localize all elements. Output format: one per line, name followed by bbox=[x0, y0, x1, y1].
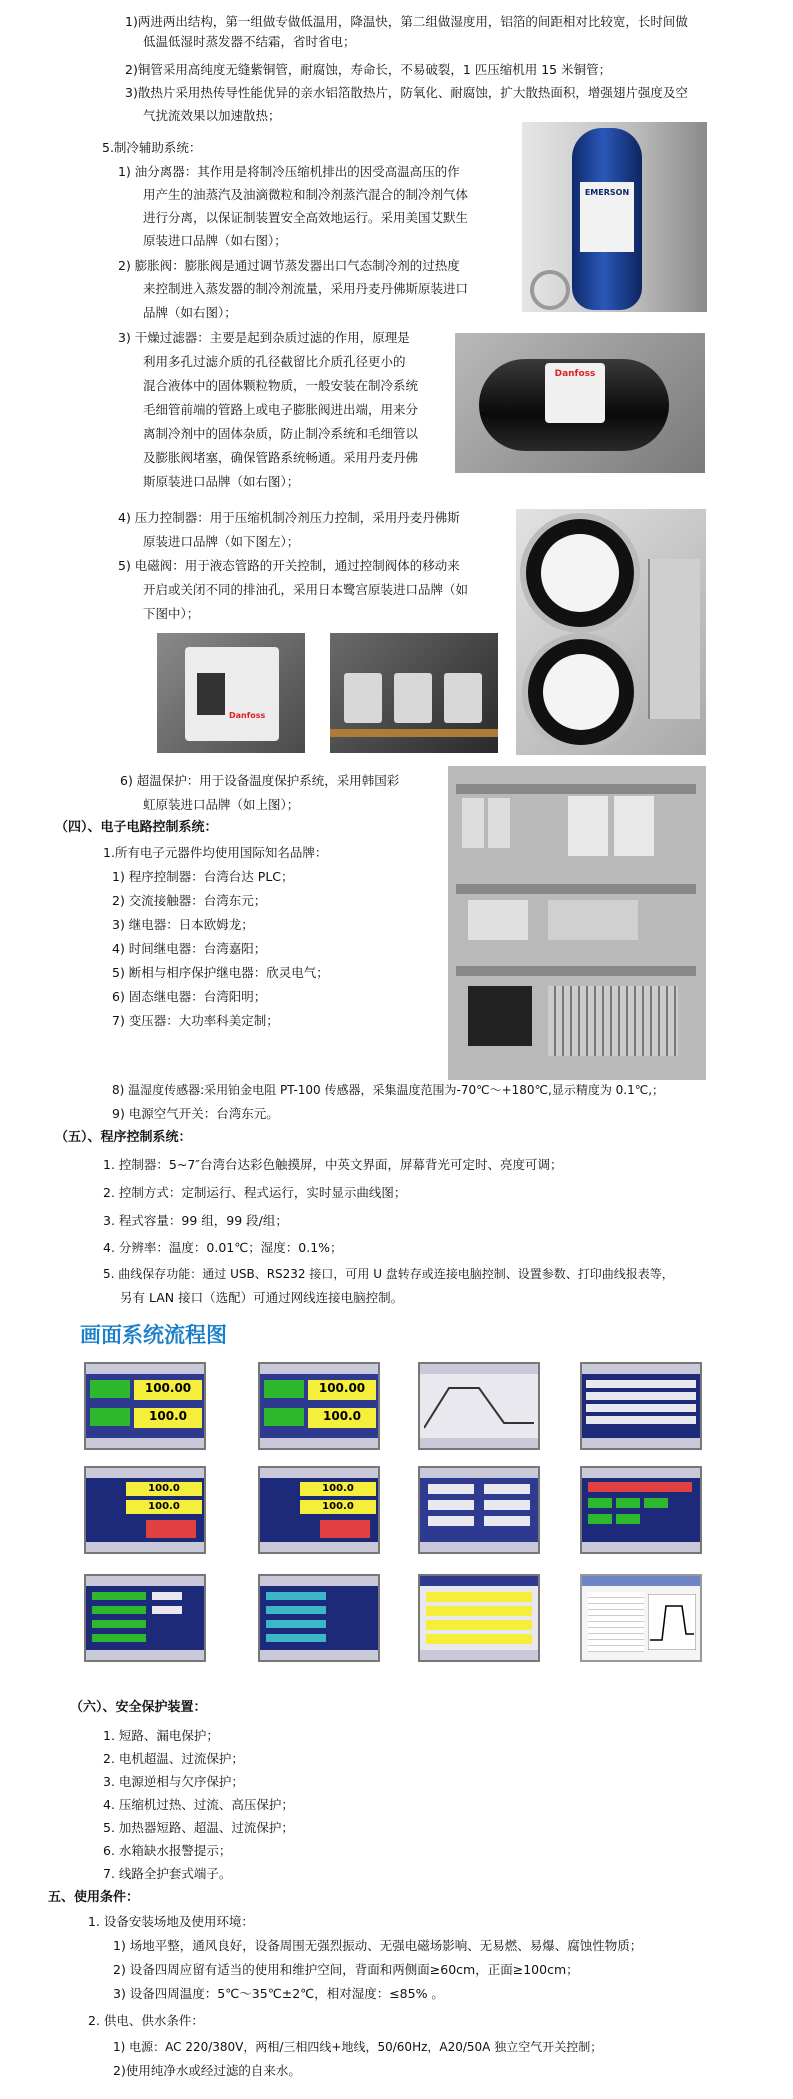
filter-drier-label bbox=[545, 363, 605, 423]
upper-dial bbox=[520, 513, 640, 633]
refrig-item-5b: 开启或关闭不同的排油孔，采用日本鹭宫原装进口品牌（如 bbox=[143, 582, 469, 597]
program-item-3: 3. 程式容量：99 组，99 段/组； bbox=[103, 1213, 288, 1228]
program-item-1: 1. 控制器：5~7″台湾台达彩色触摸屏，中英文界面，屏幕背光可定时、亮度可调； bbox=[103, 1157, 563, 1172]
program-heading: （五）、程序控制系统： bbox=[55, 1130, 192, 1145]
safety-item-2: 2. 电机超温、过流保护； bbox=[103, 1751, 244, 1766]
wiring-terminals bbox=[548, 986, 678, 1056]
solenoid-valve-photo bbox=[330, 633, 498, 753]
screen-6-hum-value: 100.0 bbox=[300, 1500, 376, 1514]
program-item-5a: 5. 曲线保存功能：通过 USB、RS232 接口，可用 U 盘转存或连接电脑控制、设置参数、打印曲线报表等， bbox=[103, 1267, 674, 1281]
program-item-5b: 另有 LAN 接口（选配）可通过网线连接电脑控制。 bbox=[120, 1290, 404, 1305]
condenser-item-1b: 低温低湿时蒸发器不结霜，省时省电； bbox=[143, 34, 356, 49]
refrig-item-1a: 1) 油分离器：其作用是将制冷压缩机排出的因受高温高压的作 bbox=[118, 164, 460, 179]
safety-item-6: 6. 水箱缺水报警提示； bbox=[103, 1843, 232, 1858]
usage-env-item-1: 1) 场地平整，通风良好，设备周围无强烈振动、无强电磁场影响、无易燃、易爆、腐蚀性物质； bbox=[113, 1938, 643, 1953]
refrig-item-3e: 离制冷剂中的固体杂质，防止制冷系统和毛细管以 bbox=[143, 426, 419, 441]
refrig-item-3g: 斯原装进口品牌（如右图）； bbox=[143, 474, 300, 489]
screen-thumb-9-param bbox=[84, 1574, 206, 1662]
program-item-2: 2. 控制方式：定制运行、程式运行，实时显示曲线图； bbox=[103, 1185, 407, 1200]
refrig-item-1b: 用产生的油蒸汽及油滴微粒和制冷剂蒸汽混合的制冷剂气体 bbox=[143, 187, 469, 202]
usage-env-item-3: 3) 设备四周温度：5℃～35℃±2℃，相对湿度：≤85% 。 bbox=[113, 1986, 444, 2001]
screen-thumb-5 bbox=[84, 1466, 206, 1554]
breaker-1 bbox=[462, 798, 484, 848]
filter-drier-photo bbox=[455, 333, 705, 473]
danfoss-logo-text: Danfoss bbox=[554, 369, 596, 379]
usage-power-item-2: 2)使用纯净水或经过滤的自来水。 bbox=[113, 2063, 301, 2078]
relay-block bbox=[468, 900, 528, 940]
condenser-item-2: 2)铜管采用高纯度无缝紫铜管，耐腐蚀，寿命长，不易破裂，1 匹压缩机用 15 米铜管； bbox=[125, 62, 612, 77]
terminal-block bbox=[548, 900, 638, 940]
upper-dial-face bbox=[541, 534, 619, 612]
refrig-item-3b: 利用多孔过滤介质的孔径截留比介质孔径更小的 bbox=[143, 354, 406, 369]
safety-item-4: 4. 压缩机过热、过流、高压保护； bbox=[103, 1797, 294, 1812]
electric-item-2: 2) 交流接触器：台湾东元； bbox=[112, 893, 267, 908]
screen-thumb-12-pc-software bbox=[580, 1574, 702, 1662]
solenoid-valve-2 bbox=[394, 673, 432, 723]
electric-item-5: 5) 断相与相序保护继电器：欣灵电气； bbox=[112, 965, 329, 980]
contactor-2 bbox=[614, 796, 654, 856]
oil-separator-label bbox=[580, 182, 634, 252]
refrig-item-3d: 毛细管前端的管路上或电子膨胀阀进出端，用来分 bbox=[143, 402, 419, 417]
solenoid-valve-1 bbox=[344, 673, 382, 723]
refrig-item-4b: 原装进口品牌（如下图左）； bbox=[143, 534, 300, 549]
breaker-2 bbox=[488, 798, 510, 848]
usage-heading: 五、使用条件： bbox=[48, 1890, 140, 1905]
screen-1-hum-value: 100.0 bbox=[134, 1408, 202, 1428]
screen-thumb-11-pattern-table bbox=[418, 1574, 540, 1662]
electric-heading: （四）、电子电路控制系统： bbox=[55, 820, 218, 835]
screen-2-temp-value: 100.00 bbox=[308, 1380, 376, 1400]
din-rail-1 bbox=[456, 784, 696, 794]
pc-curve-graph-icon bbox=[648, 1594, 696, 1650]
screen-thumb-4-table bbox=[580, 1362, 702, 1450]
usage-power-title: 2. 供电、供水条件： bbox=[88, 2013, 204, 2028]
screen-1-temp-value: 100.00 bbox=[134, 1380, 202, 1400]
refrig-title: 5.制冷辅助系统： bbox=[102, 140, 202, 155]
electric-item-6: 6) 固态继电器：台湾阳明； bbox=[112, 989, 267, 1004]
condenser-item-3b: 气扰流效果以加速散热； bbox=[143, 108, 281, 123]
emerson-logo-text: EMERSON bbox=[584, 188, 630, 197]
usage-power-item-1: 1) 电源：AC 220/380V，两相/三相四线+地线，50/60Hz，A20/50A 独立空气开关控制； bbox=[113, 2040, 603, 2054]
oil-separator-photo bbox=[522, 122, 707, 312]
electric-item-7: 7) 变压器：大功率科美定制； bbox=[112, 1013, 279, 1028]
refrig-item-6a: 6) 超温保护：用于设备温度保护系统，采用韩国彩 bbox=[120, 773, 400, 788]
refrig-item-1c: 进行分离，以保证制装置安全高效地运行。采用美国艾默生 bbox=[143, 210, 469, 225]
refrig-item-4a: 4) 压力控制器：用于压缩机制冷剂压力控制，采用丹麦丹佛斯 bbox=[118, 510, 460, 525]
flow-chart-title: 画面系统流程图 bbox=[80, 1323, 227, 1347]
lower-dial-face bbox=[543, 654, 619, 730]
refrig-item-5a: 5) 电磁阀：用于液态管路的开关控制，通过控制阀体的移动来 bbox=[118, 558, 460, 573]
screen-thumb-7-menu bbox=[418, 1466, 540, 1554]
electric-item-9: 9) 电源空气开关：台湾东元。 bbox=[112, 1106, 279, 1121]
screen-thumb-3-curve bbox=[418, 1362, 540, 1450]
electric-intro: 1.所有电子元器件均使用国际知名品牌： bbox=[103, 845, 328, 860]
temperature-controller-photo bbox=[516, 509, 706, 755]
curve-graph-icon bbox=[424, 1378, 534, 1436]
screen-thumb-1 bbox=[84, 1362, 206, 1450]
contactor-1 bbox=[568, 796, 608, 856]
refrig-item-6b: 虹原装进口品牌（如上图）； bbox=[143, 797, 300, 812]
refrig-item-2b: 来控制进入蒸发器的制冷剂流量，采用丹麦丹佛斯原装进口 bbox=[143, 281, 469, 296]
transformer bbox=[468, 986, 532, 1046]
refrig-item-2c: 品牌（如右图）； bbox=[143, 305, 237, 320]
electric-item-1: 1) 程序控制器：台湾台达 PLC； bbox=[112, 869, 294, 884]
lower-dial bbox=[522, 633, 640, 751]
condenser-item-3a: 3)散热片采用热传导性能优异的亲水铝箔散热片，防氧化、耐腐蚀，扩大散热面积，增强翅片强度及空 bbox=[125, 85, 688, 100]
oil-separator-fitting bbox=[530, 270, 570, 310]
screen-thumb-6 bbox=[258, 1466, 380, 1554]
electric-item-4: 4) 时间继电器：台湾嘉阳； bbox=[112, 941, 267, 956]
pressure-controller-photo bbox=[157, 633, 305, 753]
refrig-item-3f: 及膨胀阀堵塞，确保管路系统畅通。采用丹麦丹佛 bbox=[143, 450, 419, 465]
condenser-item-1a: 1)两进两出结构，第一组做专做低温用，降温快，第二组做湿度用，铝箔的间距相对比较宽，长时间做 bbox=[125, 14, 688, 29]
electric-item-8: 8) 温湿度传感器:采用铂金电阻 PT-100 传感器，采集温度范围为-70℃～+180℃,显示精度为 0.1℃,； bbox=[112, 1083, 665, 1097]
screen-thumb-8-pattern bbox=[580, 1466, 702, 1554]
refrig-item-5c: 下图中）； bbox=[143, 606, 200, 621]
electrical-cabinet-photo bbox=[448, 766, 706, 1080]
screen-2-hum-value: 100.0 bbox=[308, 1408, 376, 1428]
copper-pipe bbox=[330, 729, 498, 737]
usage-env-item-2: 2) 设备四周应留有适当的使用和维护空间，背面和两侧面≥60cm，正面≥100cm； bbox=[113, 1962, 579, 1977]
usage-env-title: 1. 设备安装场地及使用环境： bbox=[88, 1914, 254, 1929]
refrig-item-2a: 2) 膨胀阀：膨胀阀是通过调节蒸发器出口气态制冷剂的过热度 bbox=[118, 258, 460, 273]
pressure-controller-body bbox=[185, 647, 279, 741]
din-rail-3 bbox=[456, 966, 696, 976]
screen-thumb-2 bbox=[258, 1362, 380, 1450]
screen-thumb-10-fix bbox=[258, 1574, 380, 1662]
safety-item-5: 5. 加热器短路、超温、过流保护； bbox=[103, 1820, 294, 1835]
safety-item-3: 3. 电源逆相与欠序保护； bbox=[103, 1774, 244, 1789]
safety-item-1: 1. 短路、漏电保护； bbox=[103, 1728, 219, 1743]
electric-item-3: 3) 继电器：日本欧姆龙； bbox=[112, 917, 254, 932]
controller-bracket bbox=[648, 559, 700, 719]
pressure-controller-brand: Danfoss bbox=[229, 711, 266, 720]
pressure-controller-window bbox=[197, 673, 225, 715]
safety-heading: （六）、安全保护装置： bbox=[70, 1700, 207, 1715]
safety-item-7: 7. 线路全护套式端子。 bbox=[103, 1866, 232, 1881]
screen-5-temp-value: 100.0 bbox=[126, 1482, 202, 1496]
din-rail-2 bbox=[456, 884, 696, 894]
screen-5-hum-value: 100.0 bbox=[126, 1500, 202, 1514]
solenoid-valve-3 bbox=[444, 673, 482, 723]
program-item-4: 4. 分辨率：温度：0.01℃；湿度：0.1%； bbox=[103, 1240, 343, 1255]
refrig-item-3a: 3) 干燥过滤器：主要是起到杂质过滤的作用，原理是 bbox=[118, 330, 410, 345]
refrig-item-1d: 原装进口品牌（如右图）； bbox=[143, 233, 287, 248]
refrig-item-3c: 混合液体中的固体颗粒物质，一般安装在制冷系统 bbox=[143, 378, 419, 393]
screen-6-temp-value: 100.0 bbox=[300, 1482, 376, 1496]
